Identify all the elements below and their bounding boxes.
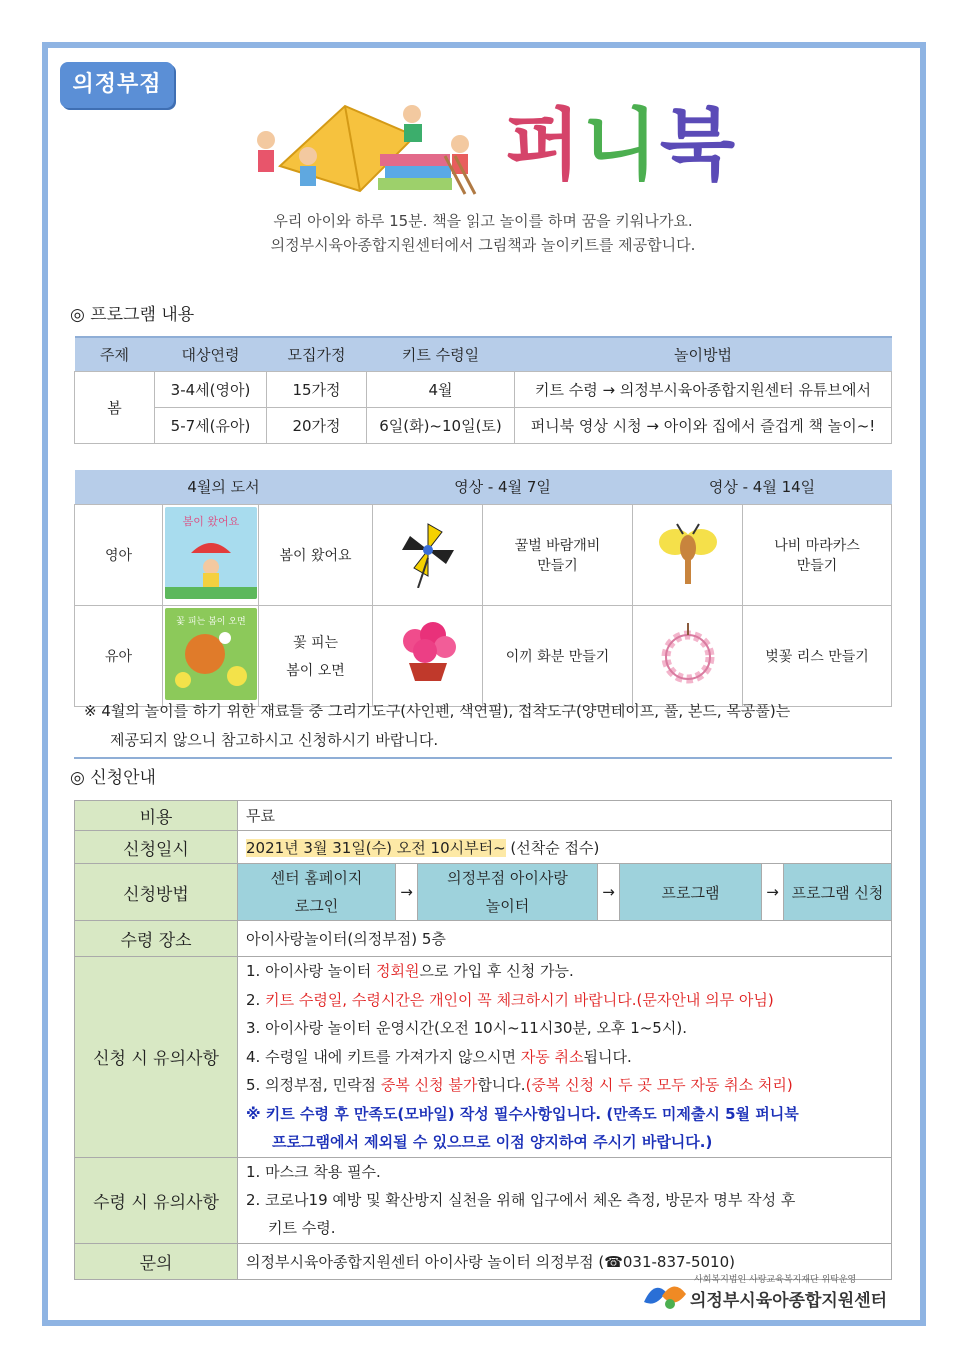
video1-infant-line2: 만들기 xyxy=(537,557,578,574)
arrow-1: → xyxy=(396,864,418,921)
place-label: 수령 장소 xyxy=(75,921,238,957)
title-char-3: 북 xyxy=(659,101,738,191)
cover-title-spring: 봄이 왔어요 xyxy=(182,514,239,528)
cover-title-flowers: 꽃 피는 봄이 오면 xyxy=(175,616,246,627)
th-count: 모집가정 xyxy=(267,337,367,371)
video1-child: 이끼 화분 만들기 xyxy=(483,605,633,706)
title-char-1: 퍼 xyxy=(505,101,583,191)
cherry-wreath-image xyxy=(653,619,723,689)
kit-month: 4월 xyxy=(367,371,515,407)
cost-label: 비용 xyxy=(75,801,238,831)
video2-infant-line2: 만들기 xyxy=(796,557,838,574)
step-login-line2: 로그인 xyxy=(294,897,339,915)
step-playground xyxy=(418,864,598,921)
count-infant: 15가정 xyxy=(267,371,367,407)
reading-children-illustration xyxy=(250,96,490,196)
apply-heading: ◎ 신청안내 xyxy=(70,768,156,788)
center-logo-icon xyxy=(640,1278,690,1312)
th-book: 4월의 도서 xyxy=(75,470,373,504)
program-heading: ◎ 프로그램 내용 xyxy=(70,305,195,325)
caution-label: 신청 시 유의사항 xyxy=(75,957,238,1158)
contact-value: 의정부시육아종합지원센터 아이사랑 놀이터 의정부점 (☎031-837-5010) xyxy=(238,1243,892,1279)
cost-value: 무료 xyxy=(238,801,892,831)
moss-pot-image xyxy=(393,619,463,689)
contact-label: 문의 xyxy=(75,1243,238,1279)
book-title-spring: 봄이 왔어요 xyxy=(259,504,373,605)
method-line-1: 키트 수령 → 의정부시육아종합지원센터 유튜브에서 xyxy=(515,371,892,407)
caution-list xyxy=(238,957,892,1158)
butterfly-maracas-image xyxy=(653,518,723,588)
place-value: 아이사랑놀이터(의정부점) 5층 xyxy=(238,921,892,957)
book-cover-spring xyxy=(165,507,257,599)
caution-3: 3. 아이사랑 놀이터 운영시간(오전 10시~11시30분, 오후 1~5시). xyxy=(246,1019,687,1037)
note-line-2: 제공되지 않으니 참고하시고 신청하시기 바랍니다. xyxy=(110,731,439,749)
age-child: 5-7세(유아) xyxy=(155,407,267,443)
step-playground-line1: 의정부점 아이사랑 xyxy=(447,869,568,887)
materials-note xyxy=(74,697,892,759)
video2-infant xyxy=(743,504,892,605)
program-table xyxy=(74,336,892,444)
th-age: 대상연령 xyxy=(155,337,267,371)
pickup-2a: 2. 코로나19 예방 및 확산방지 실천을 위해 입구에서 체온 측정, 방문자 명부 작성 후 xyxy=(246,1191,796,1209)
date-label: 신청일시 xyxy=(75,831,238,864)
book-title-flowers xyxy=(259,605,373,706)
step-program-apply: 프로그램 신청 xyxy=(784,864,892,921)
row-infant-label: 영아 xyxy=(75,504,163,605)
pickup-label: 수령 시 유의사항 xyxy=(75,1157,238,1243)
book-title-flowers-line2: 봄이 오면 xyxy=(286,662,345,679)
books-table xyxy=(74,470,892,707)
step-program: 프로그램 xyxy=(620,864,762,921)
caution-1: 1. 아이사랑 놀이터 정회원으로 가입 후 신청 가능. xyxy=(246,962,574,980)
arrow-2: → xyxy=(598,864,620,921)
intro-line-1: 우리 아이와 하루 15분. 책을 읽고 놀이를 하며 꿈을 키워나가요. xyxy=(273,212,693,230)
kit-days: 6일(화)~10일(토) xyxy=(367,407,515,443)
caution-2: 2. 키트 수령일, 수령시간은 개인이 꼭 체크하시기 바랍니다.(문자안내 의무 아님) xyxy=(246,990,774,1009)
caution-6-line1: ※ 키트 수령 후 만족도(모바일) 작성 필수사항입니다. (만족도 미제출시 5월 퍼니북 xyxy=(246,1104,799,1123)
step-login-line1: 센터 홈페이지 xyxy=(270,869,363,887)
logo-sub: 사회복지법인 사랑교육복지재단 위탁운영 xyxy=(694,1275,857,1285)
method-line-2: 퍼니북 영상 시청 → 아이와 집에서 즐겁게 책 놀이~! xyxy=(515,407,892,443)
video1-infant xyxy=(483,504,633,605)
funny-book-title xyxy=(505,96,737,196)
intro-line-2: 의정부시육아종합지원센터에서 그림책과 놀이키트를 제공합니다. xyxy=(270,236,696,254)
th-method: 놀이방법 xyxy=(515,337,892,371)
th-theme: 주제 xyxy=(75,337,155,371)
branch-badge: 의정부점 xyxy=(60,62,174,108)
row-child-label: 유아 xyxy=(75,605,163,706)
caution-5: 5. 의정부점, 민락점 중복 신청 불가합니다.(중복 신청 시 두 곳 모두 자동 취소 처리) xyxy=(246,1076,793,1094)
apply-table xyxy=(74,800,892,1280)
date-value xyxy=(238,831,892,864)
pickup-list xyxy=(238,1157,892,1243)
bee-pinwheel-image xyxy=(398,518,458,588)
step-login xyxy=(238,864,396,921)
th-video-1: 영상 - 4월 7일 xyxy=(373,470,633,504)
th-kit-date: 키트 수령일 xyxy=(367,337,515,371)
title-char-2: 니 xyxy=(582,101,660,191)
th-video-2: 영상 - 4월 14일 xyxy=(633,470,892,504)
date-rest: (선착순 접수) xyxy=(505,838,600,857)
book-title-flowers-line1: 꽃 피는 xyxy=(292,634,339,651)
arrow-3: → xyxy=(762,864,784,921)
theme-cell: 봄 xyxy=(75,371,155,443)
method-label: 신청방법 xyxy=(75,864,238,921)
video2-infant-line1: 나비 마라카스 xyxy=(774,537,860,554)
video1-infant-line1: 꿀벌 바람개비 xyxy=(514,537,601,554)
age-infant: 3-4세(영아) xyxy=(155,371,267,407)
pickup-2b: 키트 수령. xyxy=(268,1219,336,1237)
caution-6-line2: 프로그램에서 제외될 수 있으므로 이점 양지하여 주시기 바랍니다.) xyxy=(272,1133,713,1151)
count-child: 20가정 xyxy=(267,407,367,443)
logo-name: 의정부시육아종합지원센터 xyxy=(690,1291,888,1311)
book-cover-flowers xyxy=(165,608,257,700)
note-line-1: ※ 4월의 놀이를 하기 위한 재료들 중 그리기도구(사인펜, 색연필), 접착도구(양면테이프, 풀, 본드, 목공풀)는 xyxy=(84,702,791,720)
date-highlight: 2021년 3월 31일(수) 오전 10시부터~ xyxy=(246,838,506,857)
caution-4: 4. 수령일 내에 키트를 가져가지 않으시면 자동 취소됩니다. xyxy=(246,1047,632,1066)
video2-child: 벚꽃 리스 만들기 xyxy=(743,605,892,706)
pickup-1: 1. 마스크 착용 필수. xyxy=(246,1163,381,1181)
center-logo xyxy=(640,1272,892,1312)
step-playground-line2: 놀이터 xyxy=(485,897,530,915)
